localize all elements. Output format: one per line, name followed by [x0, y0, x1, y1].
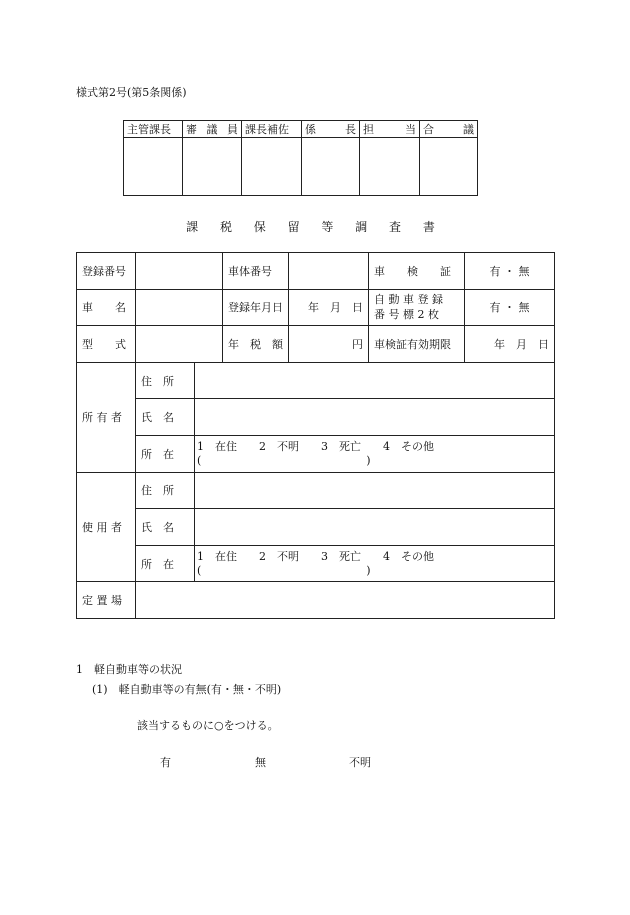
label-owner-address: 住 所: [136, 362, 195, 399]
label-model: 型 式: [77, 326, 136, 363]
field-owner-whereabouts[interactable]: [195, 435, 555, 472]
label-annual-tax: 年 税 額: [223, 326, 289, 363]
approval-header-section-chief: 係 長: [302, 121, 360, 138]
stamp-box[interactable]: [124, 138, 183, 196]
option-no[interactable]: 無: [255, 756, 266, 769]
approval-header-chief: 主管課長: [124, 121, 183, 138]
approval-header-staff: 担 当: [360, 121, 420, 138]
label-user-name: 氏 名: [136, 509, 195, 546]
stamp-box[interactable]: [302, 138, 360, 196]
field-user-whereabouts[interactable]: [195, 545, 555, 582]
label-owner: 所 有 者: [77, 362, 136, 472]
option-unknown[interactable]: 不明: [349, 756, 371, 769]
field-model[interactable]: [136, 326, 223, 363]
label-chassis-no: 車体番号: [223, 253, 289, 290]
field-owner-name[interactable]: [195, 399, 555, 436]
label-owner-whereabouts: 所 在: [136, 435, 195, 472]
owner-status-paren: ( ): [197, 453, 371, 467]
field-chassis-no[interactable]: [289, 253, 369, 290]
field-reg-no[interactable]: [136, 253, 223, 290]
label-plate-line2: 番 号 標 2 枚: [374, 308, 439, 322]
label-owner-name: 氏 名: [136, 399, 195, 436]
field-owner-address[interactable]: [195, 362, 555, 399]
field-user-address[interactable]: [195, 472, 555, 509]
label-inspection-cert: 車 検 証: [369, 253, 465, 290]
stamp-box[interactable]: [420, 138, 478, 196]
section1-heading: 1 軽自動車等の状況: [76, 663, 182, 676]
stamp-box[interactable]: [183, 138, 242, 196]
stamp-box[interactable]: [360, 138, 420, 196]
stamp-box[interactable]: [242, 138, 302, 196]
field-reg-date[interactable]: 年 月 日: [289, 289, 369, 326]
label-reg-date: 登録年月日: [223, 289, 289, 326]
user-status-options: 1 在住 2 不明 3 死亡 4 その他: [197, 549, 434, 563]
field-user-name[interactable]: [195, 509, 555, 546]
user-status-paren: ( ): [197, 563, 371, 577]
label-plate: [369, 289, 465, 326]
form-number-label: 様式第2号(第5条関係): [76, 86, 187, 99]
label-plate-line1: 自 動 車 登 録: [374, 293, 443, 307]
label-user-address: 住 所: [136, 472, 195, 509]
field-annual-tax[interactable]: 円: [289, 326, 369, 363]
field-storage-place[interactable]: [136, 582, 555, 619]
field-plate-yes-no[interactable]: 有 ・ 無: [465, 289, 555, 326]
label-vehicle-name: 車 名: [77, 289, 136, 326]
field-inspection-expiry[interactable]: 年 月 日: [465, 326, 555, 363]
label-user: 使 用 者: [77, 472, 136, 582]
owner-status-options: 1 在住 2 不明 3 死亡 4 その他: [197, 439, 434, 453]
approval-header-consultation: 合 議: [420, 121, 478, 138]
label-user-whereabouts: 所 在: [136, 545, 195, 582]
field-vehicle-name[interactable]: [136, 289, 223, 326]
section1-item1: (1) 軽自動車等の有無(有・無・不明): [92, 683, 282, 696]
approval-header-assistant: 課長補佐: [242, 121, 302, 138]
label-inspection-expiry: 車検証有効期限: [369, 326, 465, 363]
section1-instruction: 該当するものに○をつける。: [137, 719, 279, 732]
field-inspection-cert-yes-no[interactable]: 有 ・ 無: [465, 253, 555, 290]
document-title: 課 税 保 留 等 調 査 書: [186, 220, 444, 234]
approval-header-councilor: 審 議 員: [183, 121, 242, 138]
label-storage-place: 定 置 場: [77, 582, 136, 619]
survey-table: [76, 252, 555, 619]
approval-stamp-table: [123, 120, 478, 196]
option-yes[interactable]: 有: [160, 756, 171, 769]
label-reg-no: 登録番号: [77, 253, 136, 290]
